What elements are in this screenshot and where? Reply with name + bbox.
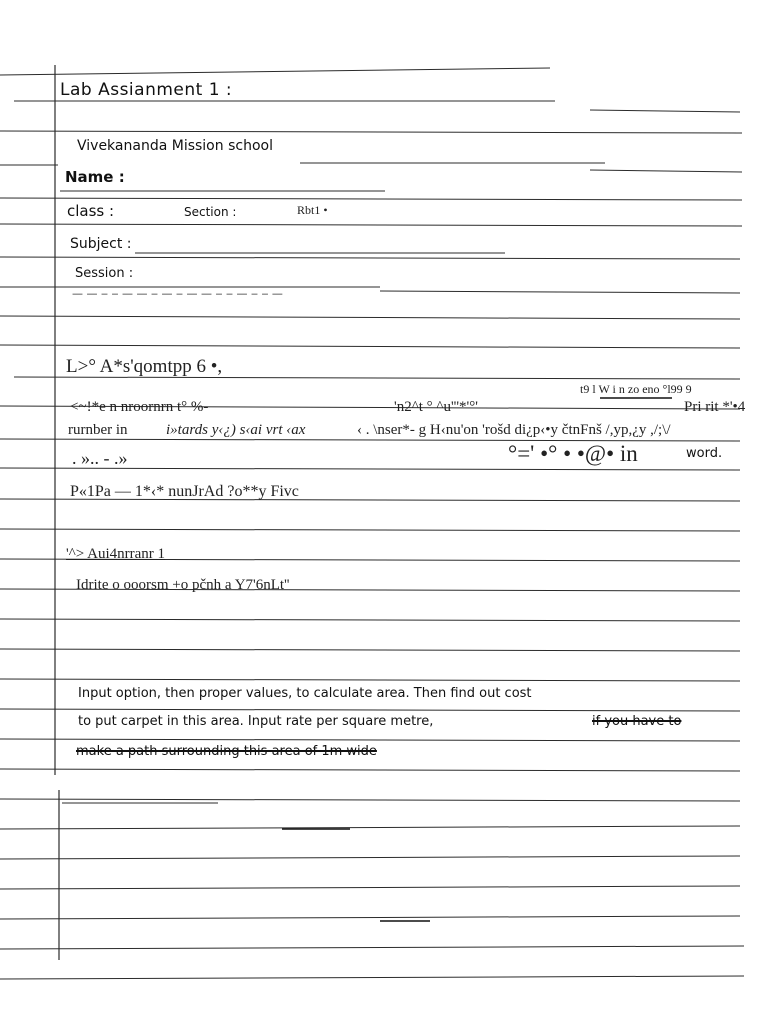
ocr-line-5: '^> Aui4nrranr 1 (66, 546, 166, 562)
section-label: Section : (184, 205, 237, 219)
ocr-line-2a: rurnber in (68, 422, 128, 438)
ocr-line-6: Idrite o ooorsm +o pčnh a Y7'6nLt'' (76, 577, 290, 593)
ocr-line-3-right: °=' •° • •@• in (508, 441, 638, 466)
task-line-2b-struck: if you have to (592, 714, 682, 729)
section-value: Rbt1 • (297, 203, 328, 217)
ocr-line-3-left: . ».. - .» (72, 448, 128, 468)
subject-label: Subject : (70, 236, 132, 252)
school-name: Vivekananda Mission school (77, 138, 273, 154)
task-line-1: Input option, then proper values, to calculate area. Then find out cost (78, 686, 532, 701)
ocr-line-2b: i»tards y‹¿) s‹ai vrt ‹ax (166, 422, 306, 438)
dash-line: — — ‒ ‒ — — ‒ — ‒ — — ‒ ‒ — ‒ ‒ — (72, 287, 283, 300)
ocr-line-1-mid: 'n2^t ° ^u'''*'°' (394, 399, 478, 415)
ocr-line-2c: ‹ . \nser*- g H‹nu'on 'rošd di¿p‹•y čtnFnš /,yp,¿y ,/;\/ (357, 422, 671, 438)
assignment-title: Lab Assianment 1 : (60, 80, 233, 100)
session-label: Session : (75, 266, 134, 281)
class-label: class : (67, 202, 115, 220)
task-line-3-struck: make a path surrounding this area of 1m wide (76, 744, 377, 759)
task-line-2a: to put carpet in this area. Input rate per square metre, (78, 714, 434, 729)
ocr-right-fragment: t9 l W i n zo eno °l99 9 (580, 382, 692, 396)
ocr-line-3-word: word. (686, 446, 723, 461)
name-label: Name : (65, 168, 125, 186)
ocr-line-1-right: Pri rit *'•4 (684, 399, 746, 415)
ocr-line-4: P«1Pa — 1*‹* nunJrAd ?o**y Fivc (70, 483, 299, 500)
ocr-heading: L>° A*s'qomtpp 6 •, (66, 356, 223, 377)
ocr-line-1-left: <~!*e n nroornrn t° %- (70, 399, 209, 415)
